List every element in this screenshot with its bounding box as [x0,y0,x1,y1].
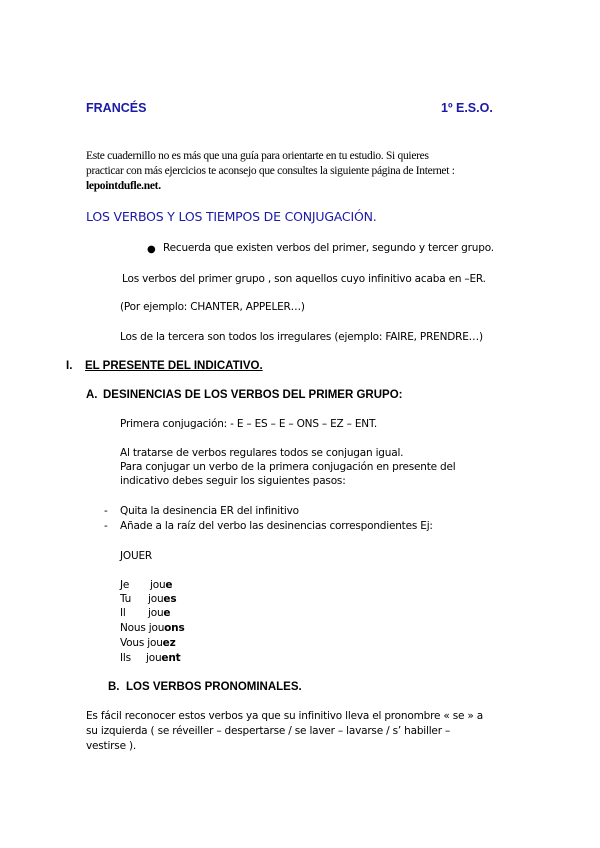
intro-line-1: Este cuadernillo no es más que una guía para orientarte en tu estudio. Si quieres [86,150,429,162]
bullet-icon: ● [147,244,156,255]
pronoun: Vous [120,637,145,649]
primera-conjugacion: Primera conjugación: - E – ES – E – ONS – EZ – ENT. [120,418,378,430]
conjugation-row [120,622,185,634]
section-b-title: LOS VERBOS PRONOMINALES. [126,681,302,693]
main-title: LOS VERBOS Y LOS TIEMPOS DE CONJUGACIÓN. [86,209,377,224]
pronoun: Ils [120,652,131,664]
section-1-number: I. [66,360,73,372]
section-b-number: B. [108,681,120,693]
pronoun: Tu [120,593,132,605]
step-1-text: Quita la desinencia ER del infinitivo [120,505,299,517]
conjugation-row [120,652,180,664]
conjugation-row [120,637,176,649]
first-group-paragraph: Los verbos del primer grupo , son aquellos cuyo infinitivo acaba en –ER. [122,273,486,285]
conjugation-row [120,607,170,619]
verb-stem: jou [146,652,162,664]
verb-stem: jou [150,579,166,591]
verb-stem: jou [147,637,163,649]
regular-line-2: Para conjugar un verbo de la primera conjugación en presente del [120,461,456,473]
section-a-number: A. [86,389,98,401]
section-1-title: EL PRESENTE DEL INDICATIVO. [85,360,263,372]
verb-ending: e [165,579,173,591]
conjugation-row [120,593,176,605]
website-link[interactable]: lepointdufle.net. [86,180,161,192]
step-dash: - [104,520,108,532]
pronoun: Je [120,579,130,591]
step-dash: - [104,505,108,517]
pronoun: Il [120,607,126,619]
verb-infinitive: JOUER [120,550,152,562]
verb-ending: ez [162,637,176,649]
course-label: 1º E.S.O. [441,101,493,115]
step-2-text: Añade a la raíz del verbo las desinencias correspondientes Ej: [120,520,433,532]
verb-stem: jou [148,593,164,605]
example-paragraph: (Por ejemplo: CHANTER, APPELER…) [120,301,305,313]
pronoun: Nous [120,622,146,634]
third-group-paragraph: Los de la tercera son todos los irregulares (ejemplo: FAIRE, PRENDRE…) [120,331,483,343]
pronominal-line-2: su izquierda ( se réveiller – despertarse / se laver – lavarse / s’ habiller – [86,725,450,737]
regular-line-1: Al tratarse de verbos regulares todos se conjugan igual. [120,447,404,459]
verb-stem: jou [148,622,165,634]
bullet-text: Recuerda que existen verbos del primer, segundo y tercer grupo. [163,242,494,254]
verb-ending: ent [161,652,181,664]
intro-line-2: practicar con más ejercicios te aconsejo que consultes la siguiente página de Internet : [86,165,455,177]
verb-stem: jou [148,607,164,619]
conjugation-row [120,579,172,591]
pronominal-line-1: Es fácil reconocer estos verbos ya que su infinitivo lleva el pronombre « se » a [86,710,483,722]
pronominal-line-3: vestirse ). [86,740,136,752]
verb-ending: e [163,607,171,619]
subject-title: FRANCÉS [86,101,147,115]
regular-line-3: indicativo debes seguir los siguientes pasos: [120,475,346,487]
section-a-title: DESINENCIAS DE LOS VERBOS DEL PRIMER GRUPO: [103,389,403,401]
verb-ending: ons [164,622,185,634]
verb-ending: es [163,593,177,605]
